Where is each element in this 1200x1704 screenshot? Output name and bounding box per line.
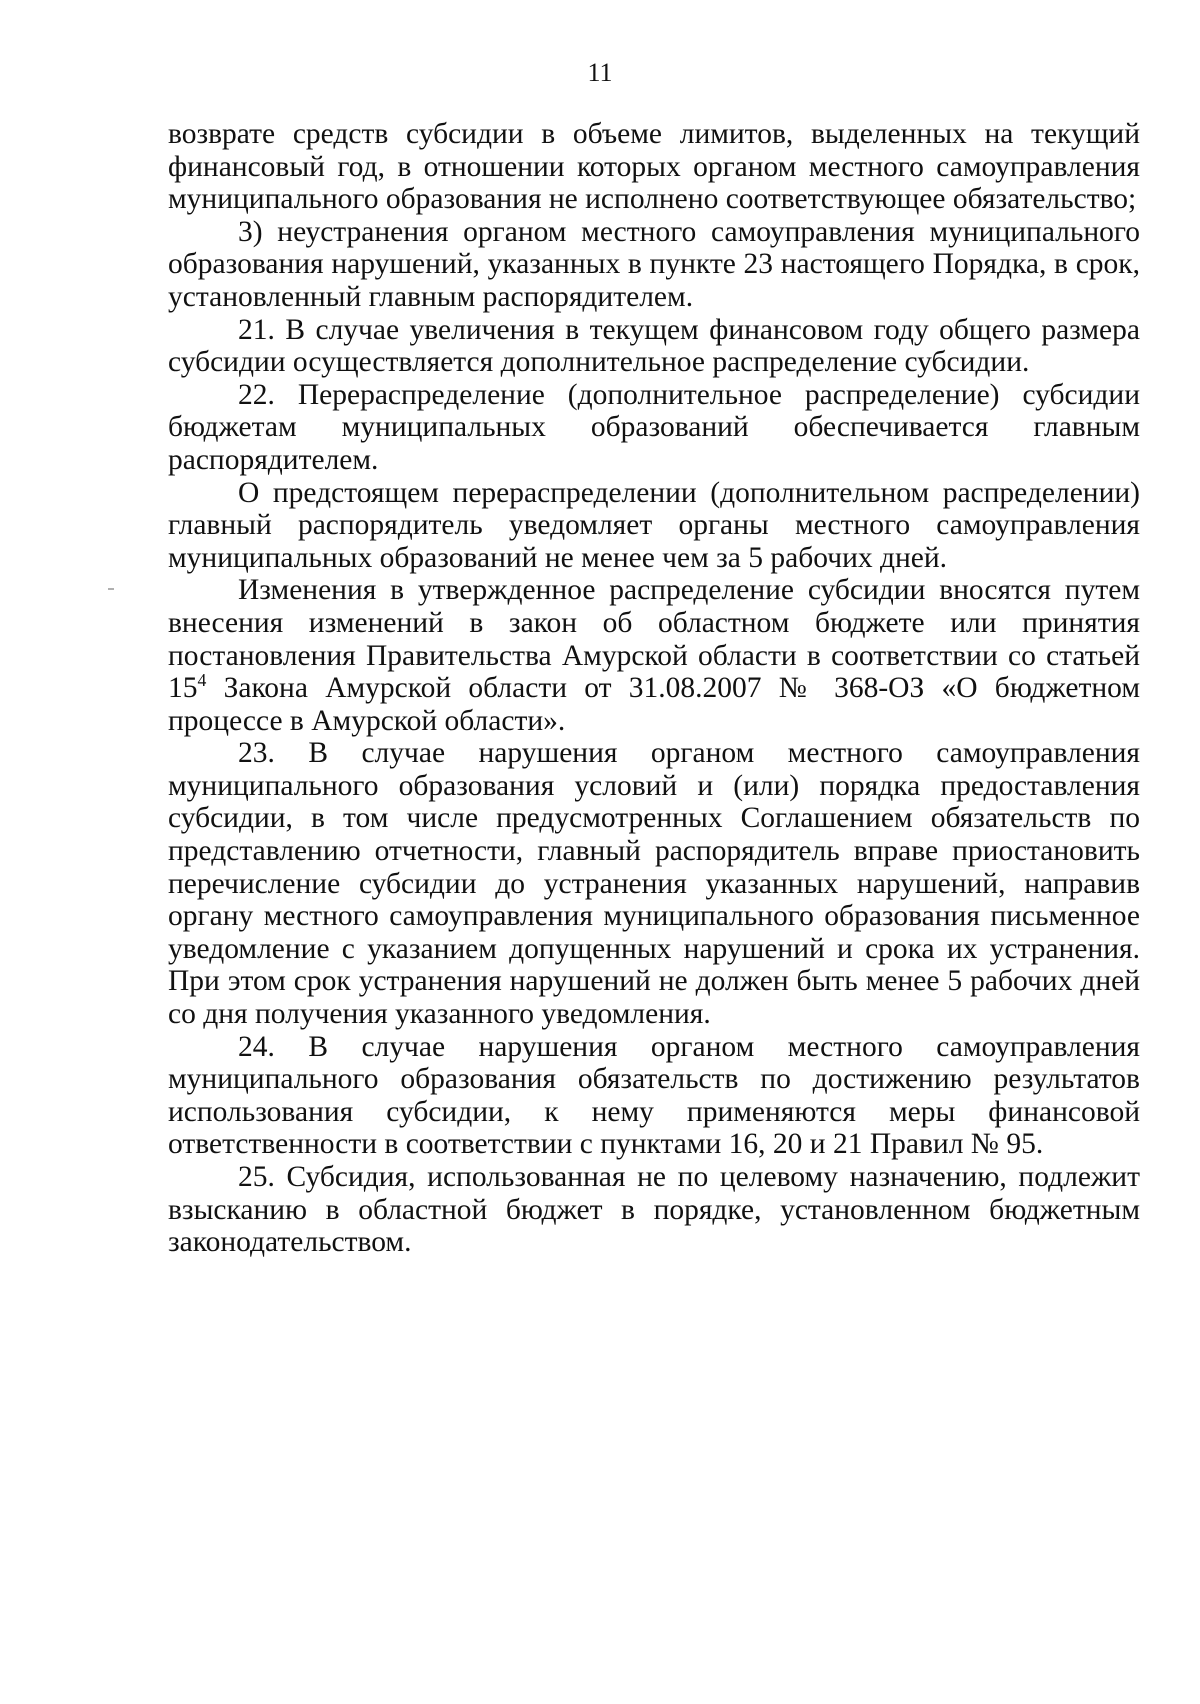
- paragraph-22-notice: О предстоящем перераспределении (дополнительном распределении) главный распорядитель уведомляет органы местного самоуправления муниципальных образований не менее чем за 5 рабочих дней.: [168, 476, 1140, 574]
- paragraph-24: 24. В случае нарушения органом местного самоуправления муниципального образования обязательств по достижению результатов использования субсидии, к нему применяются меры финансовой ответственности в соответствии с пунктами 16, 20 и 21 Правил № 95.: [168, 1030, 1140, 1161]
- paragraph-23: 23. В случае нарушения органом местного самоуправления муниципального образования условий и (или) порядка предоставления субсидии, в том числе предусмотренных Соглашением обязательств по представлению отчетности, главный распорядитель вправе приостановить перечисление субсидии до устранения указанных нарушений, направив органу местного самоуправления муниципального образования письменное уведомление с указанием допущенных нарушений и срока их устранения. При этом срок устранения нарушений не должен быть менее 5 рабочих дней со дня получения указанного уведомления.: [168, 737, 1140, 1031]
- scan-margin-mark: [108, 588, 114, 590]
- paragraph-22-changes-tail: Закона Амурской области от 31.08.2007 № 368-ОЗ «О бюджетном процессе в Амурской области».: [168, 672, 1140, 737]
- paragraph-22: 22. Перераспределение (дополнительное распределение) субсидии бюджетам муниципальных образований обеспечивается главным распорядителем.: [168, 378, 1140, 476]
- paragraph-item-3: 3) неустранения органом местного самоуправления муниципального образования нарушений, указанных в пункте 23 настоящего Порядка, в срок, установленный главным распорядителем.: [168, 215, 1140, 313]
- paragraph-21: 21. В случае увеличения в текущем финансовом году общего размера субсидии осуществляется дополнительное распределение субсидии.: [168, 313, 1140, 379]
- paragraph-22-changes: [168, 574, 1140, 737]
- document-body: [168, 118, 1140, 1259]
- paragraph-25: 25. Субсидия, использованная не по целевому назначению, подлежит взысканию в областной бюджет в порядке, установленном бюджетным законодательством.: [168, 1161, 1140, 1259]
- paragraph-22-changes-main: Изменения в утвержденное распределение субсидии вносятся путем внесения изменений в закон об областном бюджете или принятия постановления Правительства Амурской области в соответствии со статьей 15: [168, 574, 1140, 705]
- article-superscript: 4: [197, 670, 207, 691]
- paragraph-continuation: возврате средств субсидии в объеме лимитов, выделенных на текущий финансовый год, в отношении которых органом местного самоуправления муниципального образования не исполнено соответствующее обязательство;: [168, 118, 1140, 216]
- page-number: 11: [587, 58, 613, 87]
